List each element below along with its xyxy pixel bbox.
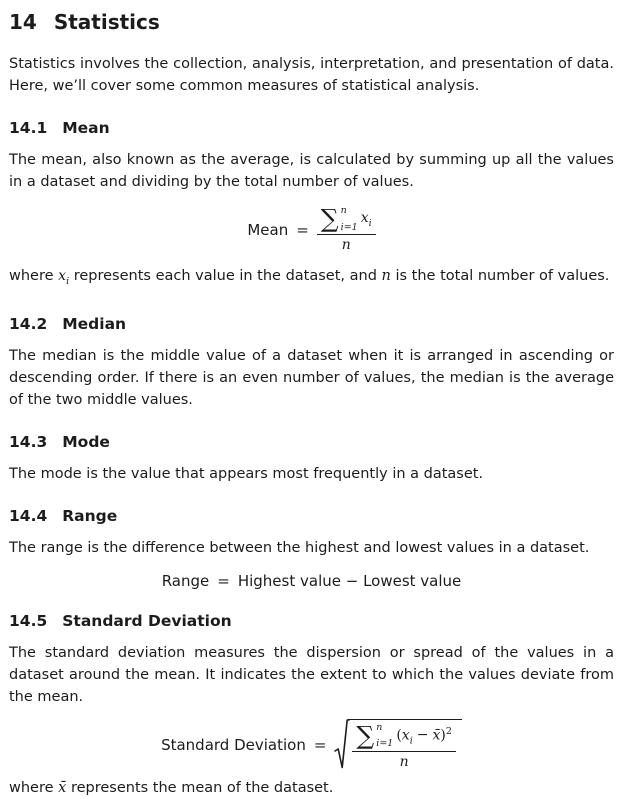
range-formula-rhs: Highest value − Lowest value <box>237 571 462 590</box>
variable-x-i: $x_i$ <box>58 268 70 287</box>
section-number: 14.1 <box>9 119 48 137</box>
section-heading-standard-deviation <box>9 611 614 631</box>
standard-deviation-paragraph: The standard deviation measures the dispersion or spread of the values in a dataset around the mean. It indicates the extent to which the values deviate from the mean. <box>9 644 614 705</box>
equals-sign: = <box>313 735 327 754</box>
chapter-title: Statistics <box>53 10 160 34</box>
summation-limits <box>341 206 358 232</box>
section-title: Mode <box>62 432 110 451</box>
section-heading-range <box>9 506 614 526</box>
section-title: Mean <box>62 119 110 137</box>
summation <box>356 720 394 750</box>
summation-limits <box>376 723 393 749</box>
summation-lower-limit: i=1 <box>376 738 394 750</box>
equals-sign: = <box>217 571 230 590</box>
sigma-symbol: ∑ <box>356 720 375 750</box>
sd-fraction <box>352 720 455 770</box>
mode-paragraph: The mode is the value that appears most frequently in a dataset. <box>9 465 484 482</box>
sd-formula-label: Standard Deviation <box>161 735 306 754</box>
minus-sign: − <box>416 727 429 744</box>
variable-x-i: $x_i$ <box>360 209 372 229</box>
sigma-symbol: ∑ <box>320 204 339 233</box>
summation-upper-limit: n <box>340 205 347 216</box>
mean-fraction <box>317 206 376 253</box>
radicand <box>348 719 461 770</box>
variable-n: n <box>381 268 391 284</box>
summation-lower-limit: i=1 <box>340 221 358 233</box>
range-formula <box>9 572 614 590</box>
sd-fraction-numerator <box>352 720 455 751</box>
sd-fraction-denominator: n <box>352 751 455 770</box>
range-formula-label: Range <box>161 571 210 590</box>
square-root <box>334 719 461 771</box>
section-title: Standard Deviation <box>62 611 232 630</box>
intro-paragraph: Statistics involves the collection, analysis, interpretation, and presentation of data. Here, we’ll cover some common measures of statistical analysis. <box>9 56 614 94</box>
x-bar: x̄ <box>58 779 67 796</box>
mean-formula-label: Mean <box>247 220 289 239</box>
section-number: 14.5 <box>9 611 48 630</box>
section-number: 14.3 <box>9 432 48 451</box>
equals-sign: = <box>296 220 309 239</box>
standard-deviation-formula <box>9 719 614 771</box>
section-heading-mode <box>9 432 614 452</box>
section-heading-mean <box>9 118 614 138</box>
mean-formula <box>9 206 614 253</box>
mean-fraction-numerator <box>317 206 376 234</box>
chapter-heading <box>9 10 614 34</box>
mean-fraction-denominator: n <box>317 234 376 253</box>
summation <box>321 206 358 232</box>
section-heading-median <box>9 314 614 334</box>
range-paragraph: The range is the difference between the highest and lowest values in a dataset. <box>9 539 590 556</box>
mean-paragraph: The mean, also known as the average, is calculated by summing up all the values in a dataset and dividing by the total number of values. <box>9 152 614 190</box>
sd-where-note: where x̄ represents the mean of the dataset. <box>9 779 334 796</box>
median-paragraph: The median is the middle value of a dataset when it is arranged in ascending or descending order. If there is an even number of values, the median is the average of the two middle values. <box>9 347 614 408</box>
section-number: 14.4 <box>9 506 48 525</box>
section-title: Range <box>62 506 118 525</box>
radical-sign-icon <box>334 719 349 771</box>
mean-where-note: where $x_i$ represents each value in the dataset, and n is the total number of values. <box>9 268 610 287</box>
exponent: 2 <box>445 725 452 737</box>
section-title: Median <box>62 314 127 333</box>
summation-upper-limit: n <box>376 721 383 733</box>
x-bar: x̄ <box>432 727 441 744</box>
section-number: 14.2 <box>9 314 48 333</box>
squared-deviation-expression: ($x_i$ − x̄)$^2$ <box>396 725 452 747</box>
chapter-number: 14 <box>9 10 37 34</box>
